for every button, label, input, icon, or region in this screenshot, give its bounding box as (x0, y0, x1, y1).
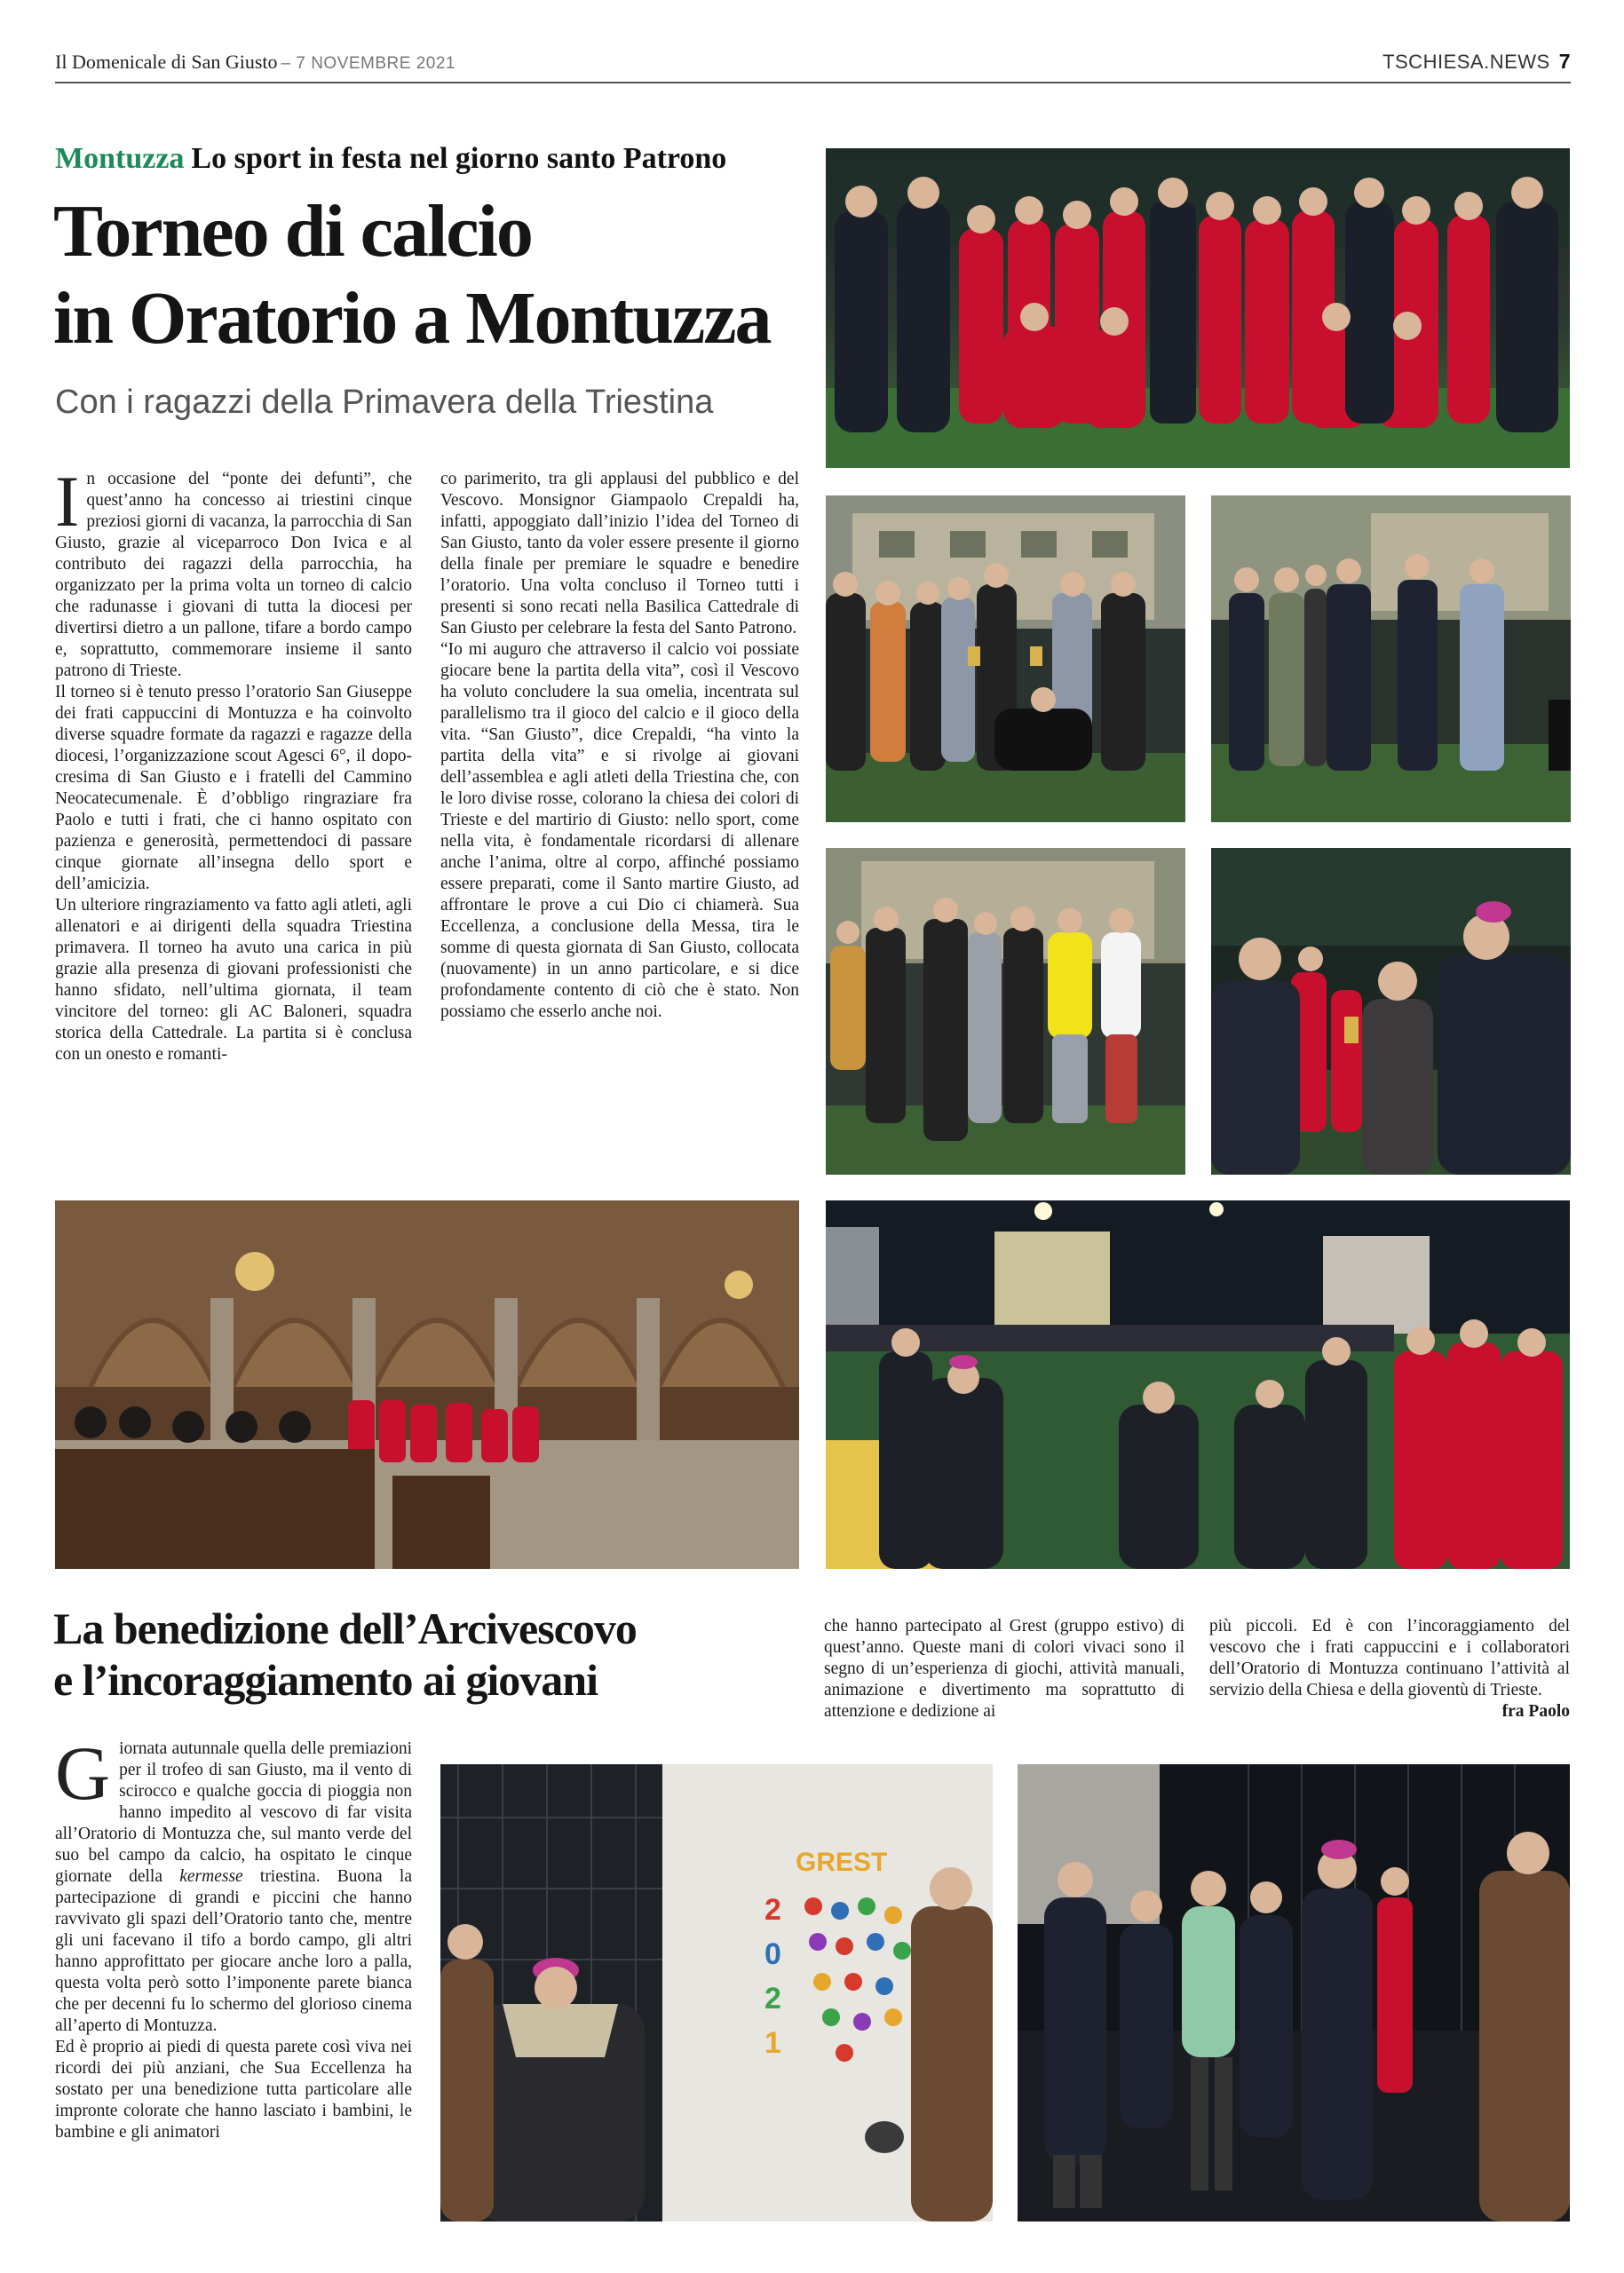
site-name[interactable]: TSCHIESA.NEWS (1382, 51, 1550, 73)
paragraph: co parimerito, tra gli applausi del pubblico e del Vescovo. Monsignor Giampaolo Crepaldi ha, infatti, appoggiato dall’inizio l’idea del Torneo di San Giusto, tanto da voler essere presente il giorno della finale per premiare le squadre e benedire l’oratorio. Una volta concluso il Torneo tutti i presenti si sono recati nella Basilica Cattedrale di San Giusto per celebrare la festa del Santo Patrono. (440, 470, 799, 638)
paragraph: Ed è proprio ai piedi di questa parete così viva nei ricordi dei più anziani, che Sua Eccellenza ha sostato per una benedizione tutta particolare alle impronte colorate che hanno lasciato i bambini, le bambine e gli animatori (55, 2038, 412, 2142)
photo-trophy-group-1 (826, 495, 1185, 822)
photo-basilica-interior (55, 1200, 799, 1569)
drop-cap: G (55, 1738, 111, 1816)
title-line-1: Torneo di calcio (53, 190, 532, 273)
paragraph: Giornata autunnale quella delle premiazioni per il trofeo di san Giusto, ma il vento di scirocco e qualche goccia di pioggia non hanno impedito al vescovo di far visita all’Oratorio di Montuzza che, sul manto verde del suo bel campo da calcio, ha ospitato le cinque giornate della kermesse triestina. Buona la partecipazione di grandi e piccini che hanno ravvivato gli spazi dell’Oratorio tanto che, mentre gli uni facevano il tifo a bordo campo, gli altri hanno approfittato per giocare anche loro a palla, questa volta però sotto l’imponente parete bianca che per decenni fu lo schermo del glorioso cinema all’aperto di Montuzza. (55, 1738, 412, 2035)
photo-team-group (826, 148, 1570, 468)
article-2-title (53, 1603, 835, 1706)
paragraph: “Io mi auguro che attraverso il calcio voi possiate giocare bene la partita della vita”, così il Vescovo ha voluto concludere la sua omelia, incentrata sul parallelismo tra il gioco del calcio e il gioco della vita. “San Giusto”, dice Crepaldi, “ha vinto la partita della vita” e si rivolge ai giovani dell’assemblea e agli atleti della Triestina che, con le loro divise rosse, colorano la chiesa dei colori di Trieste e del martirio di Giusto: nello sport, come nella vita, è fondamentale ricordarsi di allenare anche l’anima, oltre al corpo, affinché possiamo essere preparati, come il Santo martire Giusto, ad affrontare le prove a cui Dio ci chiamerà. Sua Eccellenza, a conclusione della Messa, tira le somme di questa giornata di San Giusto, collocata (nuovamente) in un anno particolare, e si dice profondamente contento di ciò che è stato. Non possiamo che esserlo anche noi. (440, 640, 799, 1021)
mural-digit-3: 2 (764, 1982, 781, 2016)
article-2-body-column-1 (55, 1738, 412, 2231)
mural-word: GREST (796, 1848, 888, 1877)
mural-digit-1: 2 (764, 1893, 781, 1927)
author-signature: fra Paolo (1501, 1702, 1570, 1721)
paragraph: In occasione del “ponte dei defunti”, che quest’anno ha concesso ai triestini cinque preziosi giorni di vacanza, la parrocchia di San Giusto, grazie al viceparroco Don Ivica e al contributo dei ragazzi della parrocchia, ha organizzato per la prima volta un torneo di calcio che radunasse i giovani di tutta la diocesi per divertirsi dietro a un pallone, tifare a bordo campo e, soprattutto, commemorare insieme il santo patrono di Trieste. (55, 469, 412, 680)
page-header-right (1382, 50, 1571, 74)
kicker-text: Lo sport in festa nel giorno santo Patrono (191, 142, 727, 175)
photo-group-yellow-jacket (826, 848, 1185, 1175)
article-kicker (55, 142, 726, 176)
kicker-place: Montuzza (55, 142, 185, 175)
article-subtitle: Con i ragazzi della Primavera della Triestina (55, 384, 714, 421)
photo-field-night-crowd (826, 1200, 1570, 1569)
article-title (53, 188, 817, 362)
article-2-body-column-3 (1209, 1616, 1570, 1740)
article-2-title-line-2: e l’incoraggiamento ai giovani (53, 1655, 598, 1705)
photo-award-handshake (1211, 848, 1571, 1175)
page-header-left (55, 51, 456, 74)
issue-date: – 7 NOVEMBRE 2021 (281, 54, 456, 73)
photo-trophy-group-2 (1211, 495, 1571, 822)
article-2-title-line-1: La benedizione dell’Arcivescovo (53, 1604, 637, 1653)
paragraph: che hanno partecipato al Grest (gruppo estivo) di quest’anno. Queste mani di colori vivaci sono il segno di un’esperienza di giochi, attività manuali, animazione e divertimento ma soprattutto di attenzione e dedizione ai (824, 1617, 1184, 1721)
photo-blessing-mural (440, 1764, 993, 2222)
drop-cap: I (55, 469, 80, 542)
article-2-body-column-2 (824, 1616, 1184, 1740)
article-body-column-2 (440, 469, 799, 1179)
paragraph: Il torneo si è tenuto presso l’oratorio San Giuseppe dei frati cappuccini di Montuzza e ha coinvolto diverse squadre formate da ragazzi e ragazze della diocesi, l’organizzazione scout Agesci 6°, il dopo-cresima di San Giusto e i fratelli del Cammino Neocatecumenale. È d’obbligo ringraziare fra Paolo e tutti i frati, che ci hanno ospitato con pazienza e generosità, permettendoci di passare cinque giornate all’insegna dello sport e dell’amicizia. (55, 683, 412, 893)
article-body-column-1 (55, 469, 412, 1161)
header-rule (55, 82, 1571, 83)
photo-bishop-with-youth (1018, 1764, 1570, 2222)
publication-name: Il Domenicale di San Giusto (55, 51, 278, 73)
page-number: 7 (1558, 50, 1571, 73)
mural-digit-4: 1 (764, 2026, 781, 2060)
paragraph: Un ulteriore ringraziamento va fatto agli atleti, agli allenatori e ai dirigenti della squadra Triestina primavera. Il torneo ha avuto una carica in più grazie alla presenza di giovani professionisti che hanno sfidato, nell’ultima giornata, il team vincitore del torneo: gli AC Baloneri, squadra storica della Cattedrale. La partita si è conclusa con un onesto e romanti- (55, 896, 412, 1064)
mural-digit-2: 0 (764, 1937, 781, 1971)
paragraph: più piccoli. Ed è con l’incoraggiamento del vescovo che i frati cappuccini e i collaboratori dell’Oratorio di Montuzza continuano l’attività al servizio della Chiesa e della gioventù di Trieste. fra Paolo (1209, 1617, 1570, 1721)
title-line-2: in Oratorio a Montuzza (53, 277, 771, 360)
